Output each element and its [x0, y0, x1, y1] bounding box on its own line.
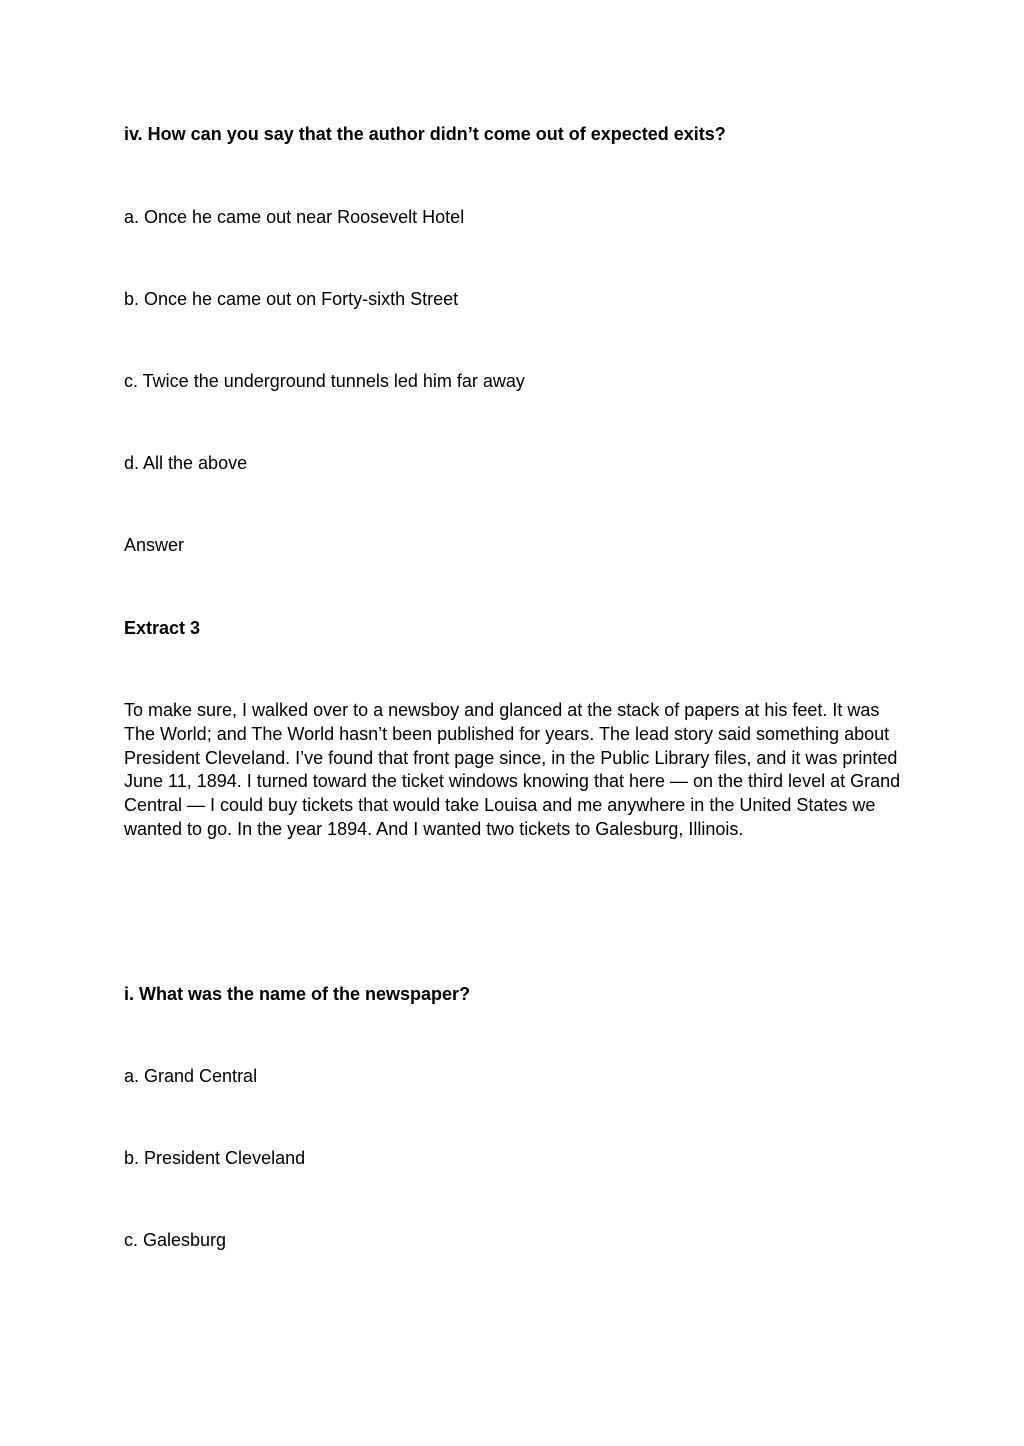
question-iv-option-c: c. Twice the underground tunnels led him far away: [124, 371, 525, 391]
question-i-option-c: c. Galesburg: [124, 1230, 227, 1250]
question-iv-text: iv. How can you say that the author didn’t come out of expected exits?: [124, 124, 726, 144]
extract-passage: To make sure, I walked over to a newsboy and glanced at the stack of papers at his feet. It was The World; and The World hasn’t been published for years. The lead story said something about President Cleveland. I’ve found that front page since, in the Public Library files, and it was printed June 11, 1894. I turned toward the ticket windows knowing that here — on the third level at Grand Central — I could buy tickets that would take Louisa and me anywhere in the United States we wanted to go. In the year 1894. And I wanted two tickets to Galesburg, Illinois.: [124, 700, 901, 839]
question-iv-option-d: d. All the above: [124, 453, 248, 473]
question-i-option-a: a. Grand Central: [124, 1066, 258, 1086]
question-i-option-b: b. President Cleveland: [124, 1148, 306, 1168]
question-i-text: i. What was the name of the newspaper?: [124, 984, 471, 1004]
answer-label: Answer: [124, 535, 185, 555]
question-iv-option-b: b. Once he came out on Forty-sixth Street: [124, 289, 459, 309]
extract-heading: Extract 3: [124, 618, 201, 638]
question-iv-option-a: a. Once he came out near Roosevelt Hotel: [124, 207, 465, 227]
